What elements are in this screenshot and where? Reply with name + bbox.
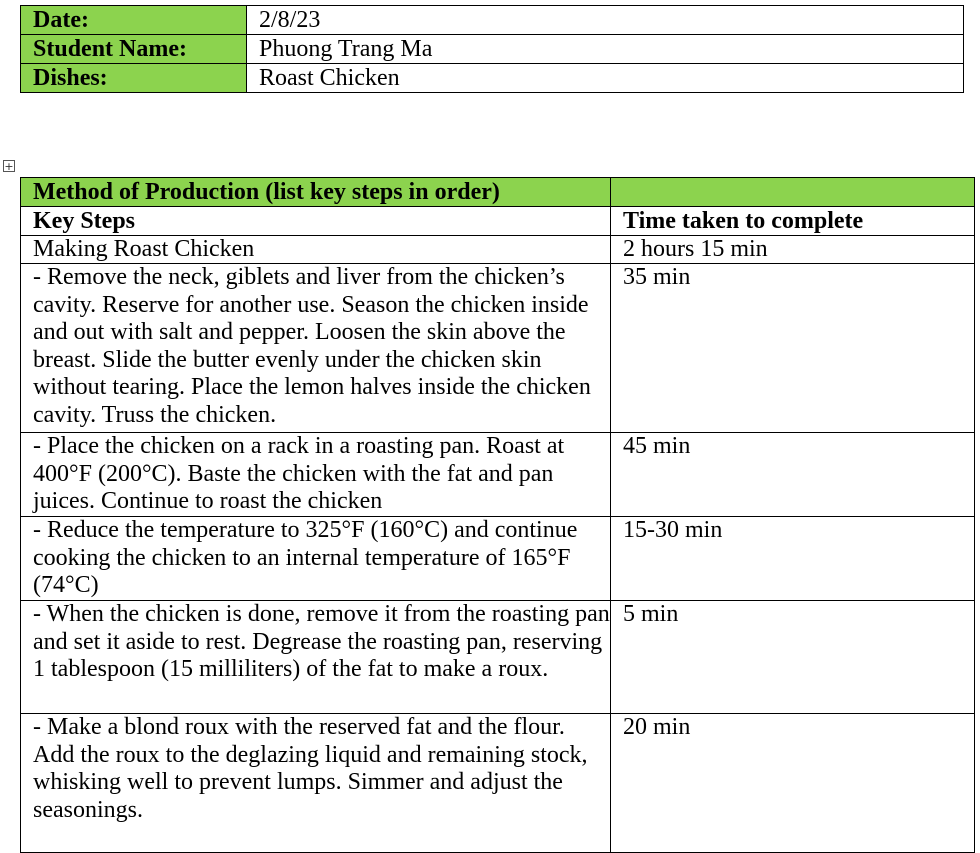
- student-name-row: [21, 35, 964, 64]
- date-row: [21, 6, 964, 35]
- student-name-value[interactable]: Phuong Trang Ma: [247, 35, 964, 64]
- time-cell[interactable]: 15-30 min: [611, 517, 975, 601]
- table-row: [21, 433, 975, 517]
- move-cross-icon[interactable]: +: [4, 160, 14, 173]
- step-cell[interactable]: - When the chicken is done, remove it from the roasting pan and set it aside to rest. Degrease the roasting pan, reserving 1 tablespoon (15 milliliters) of the fat to make a roux.: [21, 601, 611, 714]
- date-label: Date:: [21, 6, 247, 35]
- time-cell[interactable]: 45 min: [611, 433, 975, 517]
- dishes-row: [21, 64, 964, 93]
- dishes-label: Dishes:: [21, 64, 247, 93]
- table-row: [21, 714, 975, 853]
- table-row: [21, 601, 975, 714]
- step-cell[interactable]: - Remove the neck, giblets and liver from the chicken’s cavity. Reserve for another use. Season the chicken inside and out with salt and pepper. Loosen the skin above the breast. Slide the butter evenly under the chicken skin without tearing. Place the lemon halves inside the chicken cavity. Truss the chicken.: [21, 264, 611, 433]
- method-of-production-table: [20, 177, 975, 853]
- time-cell[interactable]: 35 min: [611, 264, 975, 433]
- date-value[interactable]: 2/8/23: [247, 6, 964, 35]
- student-name-label: Student Name:: [21, 35, 247, 64]
- time-cell[interactable]: 5 min: [611, 601, 975, 714]
- time-cell[interactable]: 20 min: [611, 714, 975, 853]
- info-table: [20, 5, 964, 93]
- step-cell[interactable]: Making Roast Chicken: [21, 236, 611, 264]
- method-header-row: [21, 178, 975, 207]
- time-taken-header: Time taken to complete: [611, 207, 975, 236]
- method-header-right: [611, 178, 975, 207]
- step-cell[interactable]: - Reduce the temperature to 325°F (160°C) and continue cooking the chicken to an internal temperature of 165°F (74°C): [21, 517, 611, 601]
- table-row: [21, 236, 975, 264]
- table-row: [21, 517, 975, 601]
- column-header-row: [21, 207, 975, 236]
- key-steps-header: Key Steps: [21, 207, 611, 236]
- step-cell[interactable]: - Place the chicken on a rack in a roasting pan. Roast at 400°F (200°C). Baste the chicken with the fat and pan juices. Continue to roast the chicken: [21, 433, 611, 517]
- time-cell[interactable]: 2 hours 15 min: [611, 236, 975, 264]
- table-row: [21, 264, 975, 433]
- dishes-value[interactable]: Roast Chicken: [247, 64, 964, 93]
- method-header: Method of Production (list key steps in order): [21, 178, 611, 207]
- step-cell[interactable]: - Make a blond roux with the reserved fat and the flour. Add the roux to the deglazing liquid and remaining stock, whisking well to prevent lumps. Simmer and adjust the seasonings.: [21, 714, 611, 853]
